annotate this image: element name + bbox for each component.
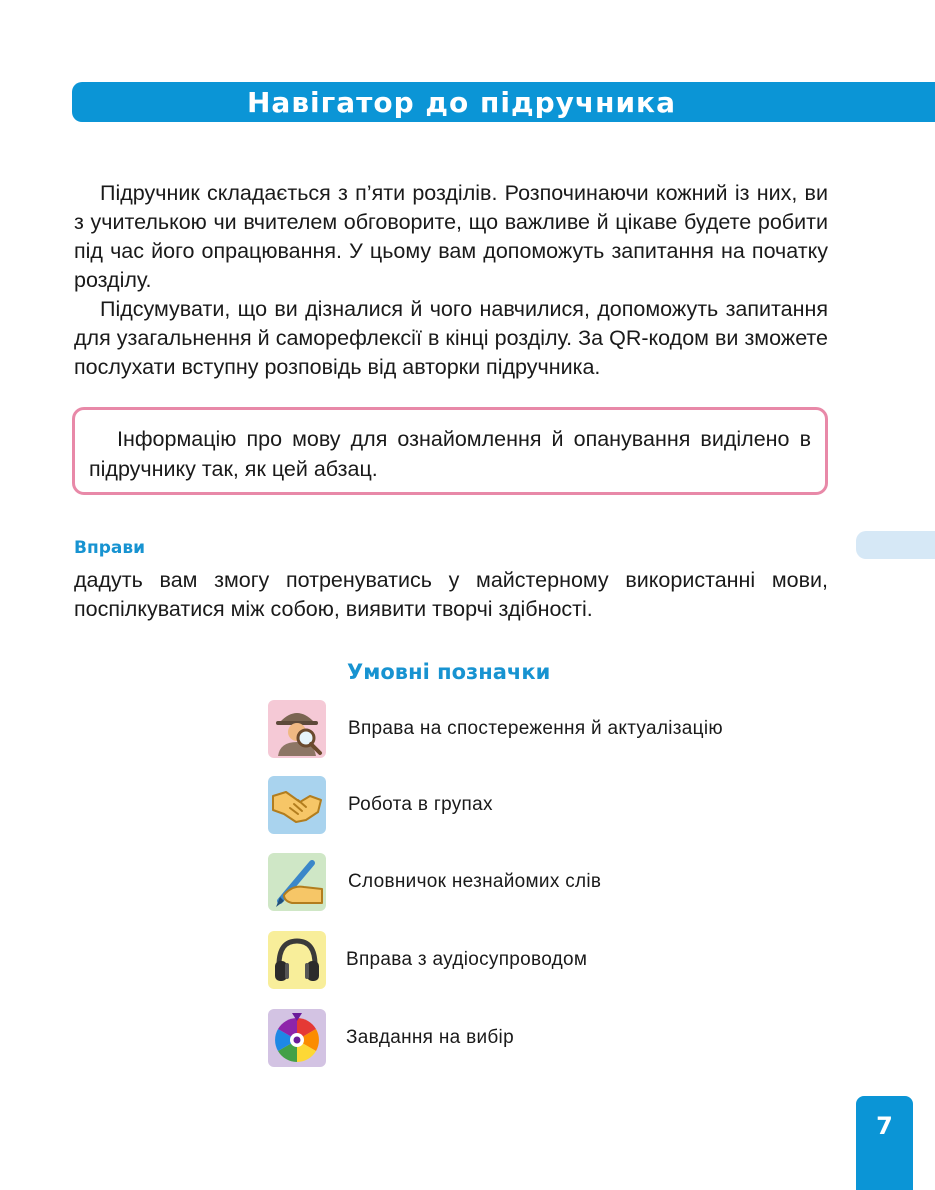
legend-label-audio: Вправа з аудіосупроводом: [346, 949, 588, 970]
intro-paragraph-1: Підручник складається з п’яти розділів. Розпочинаючи кожний із них, ви з учителькою чи вчителем обговорите, що важливе й цікаве будете робити під час його опрацювання. У цьому вам допоможуть запитання на початку розділу.: [74, 181, 828, 292]
exercises-paragraph: дадуть вам змогу потренуватись у майстерному використанні мови, поспілкуватися між собою, виявити творчі здібності.: [74, 568, 828, 621]
legend-label-group-work: Робота в групах: [348, 794, 493, 815]
legend-label-glossary: Словничок незнайомих слів: [348, 871, 602, 892]
legend-item-group-work: [268, 776, 493, 834]
header-bar: [72, 82, 935, 122]
page-title: Навігатор до підручника: [247, 85, 676, 119]
hand-writing-icon: [268, 853, 326, 911]
detective-magnifier-icon: [268, 700, 326, 758]
exercises-label: Вправи: [74, 538, 146, 558]
legend-label-observation: Вправа на спостереження й актуалізацію: [348, 718, 723, 739]
legend-item-choice: [268, 1009, 514, 1067]
legend-label-choice: Завдання на вибір: [346, 1027, 514, 1048]
page-number: 7: [856, 1096, 913, 1190]
legend-item-audio: [268, 931, 587, 989]
info-box-text: Інформацію про мову для ознайомлення й опанування виділено в підручнику так, як цей абзац.: [89, 427, 811, 481]
color-wheel-icon: [268, 1009, 326, 1067]
exercises-text: [74, 566, 828, 624]
info-box: [72, 407, 828, 495]
handshake-icon: [268, 776, 326, 834]
headphones-icon: [268, 931, 326, 989]
intro-paragraph-2: Підсумувати, що ви дізналися й чого навчилися, допоможуть запитання для узагальнення й саморефлексії в кінці розділу. За QR-кодом ви зможете послухати вступну розповідь від авторки підручника.: [74, 297, 828, 379]
side-tab: [856, 531, 935, 559]
legend-item-glossary: [268, 853, 601, 911]
legend-title: Умовні позначки: [347, 660, 551, 684]
legend-item-observation: [268, 700, 723, 758]
intro-text: [74, 179, 828, 382]
